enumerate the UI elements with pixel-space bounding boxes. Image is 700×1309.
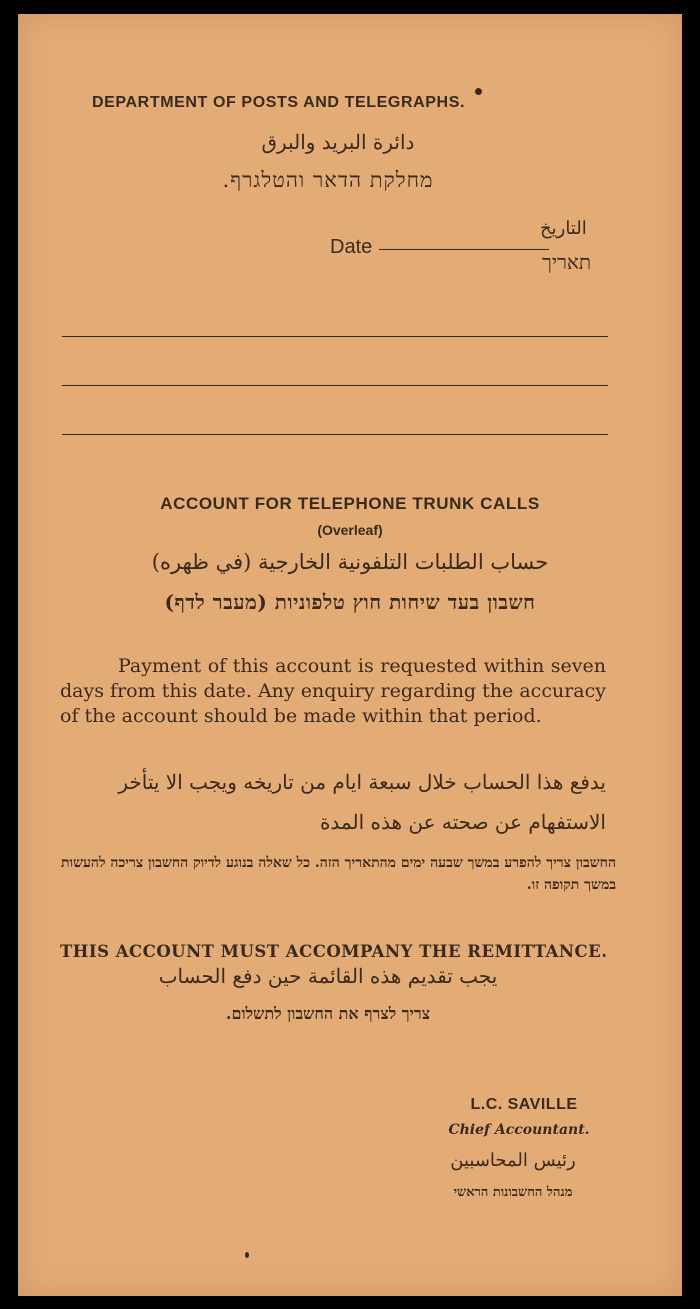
signatory-name: L.C. SAVILLE xyxy=(470,1096,578,1113)
department-title-ar: دائرة البريد والبرق xyxy=(261,130,415,154)
date-label-en: Date xyxy=(330,236,373,258)
remittance-notice-he: צריך לצרף את החשבון לתשלום. xyxy=(225,1004,431,1023)
address-line-1 xyxy=(62,336,608,337)
ink-spot xyxy=(245,1252,249,1258)
notice-en: Payment of this account is requested within seven days from this date. Any enquiry regarding the accuracy of the account should be made within that period. xyxy=(60,655,606,727)
address-line-2 xyxy=(62,385,608,386)
date-line xyxy=(379,249,549,250)
signatory-title-ar: رئيس المحاسبين xyxy=(450,1150,576,1171)
account-title-overleaf: (Overleaf) xyxy=(317,522,383,538)
notice-ar: يدفع هذا الحساب خلال سبعة ايام من تاريخه ويجب الا يتأخر الاستفهام عن صحته عن هذه المدة xyxy=(118,770,606,834)
document-page xyxy=(18,14,682,1296)
signatory-title-en: Chief Accountant. xyxy=(448,1122,590,1138)
account-title-en: ACCOUNT FOR TELEPHONE TRUNK CALLS xyxy=(160,494,540,513)
date-label-ar: التاريخ xyxy=(540,218,587,239)
signatory-title-he: מנהל החשבונות הראשי xyxy=(453,1185,573,1200)
notice-he: החשבון צריך להפרע במשך שבעה ימים מהתאריך הזה. כל שאלה בנוגע לדיוק החשבון צריכה להעשות במשך תקופה זו. xyxy=(60,855,616,893)
remittance-notice-ar: يجب تقديم هذه القائمة حين دفع الحساب xyxy=(158,964,498,988)
account-title-he: חשבון בעד שיחות חוץ טלפוניות (מעבר לדף) xyxy=(164,590,536,614)
account-title-ar: حساب الطلبات التلفونية الخارجية (في ظهره) xyxy=(151,550,549,574)
address-line-3 xyxy=(62,434,608,435)
remittance-notice-en: THIS ACCOUNT MUST ACCOMPANY THE REMITTANCE. xyxy=(60,942,608,961)
department-title-en: DEPARTMENT OF POSTS AND TELEGRAPHS. xyxy=(92,94,466,111)
ink-spot xyxy=(475,88,482,95)
date-label-he: תאריך xyxy=(542,250,592,274)
department-title-he: מחלקת הדאר והטלגרף. xyxy=(222,168,434,192)
